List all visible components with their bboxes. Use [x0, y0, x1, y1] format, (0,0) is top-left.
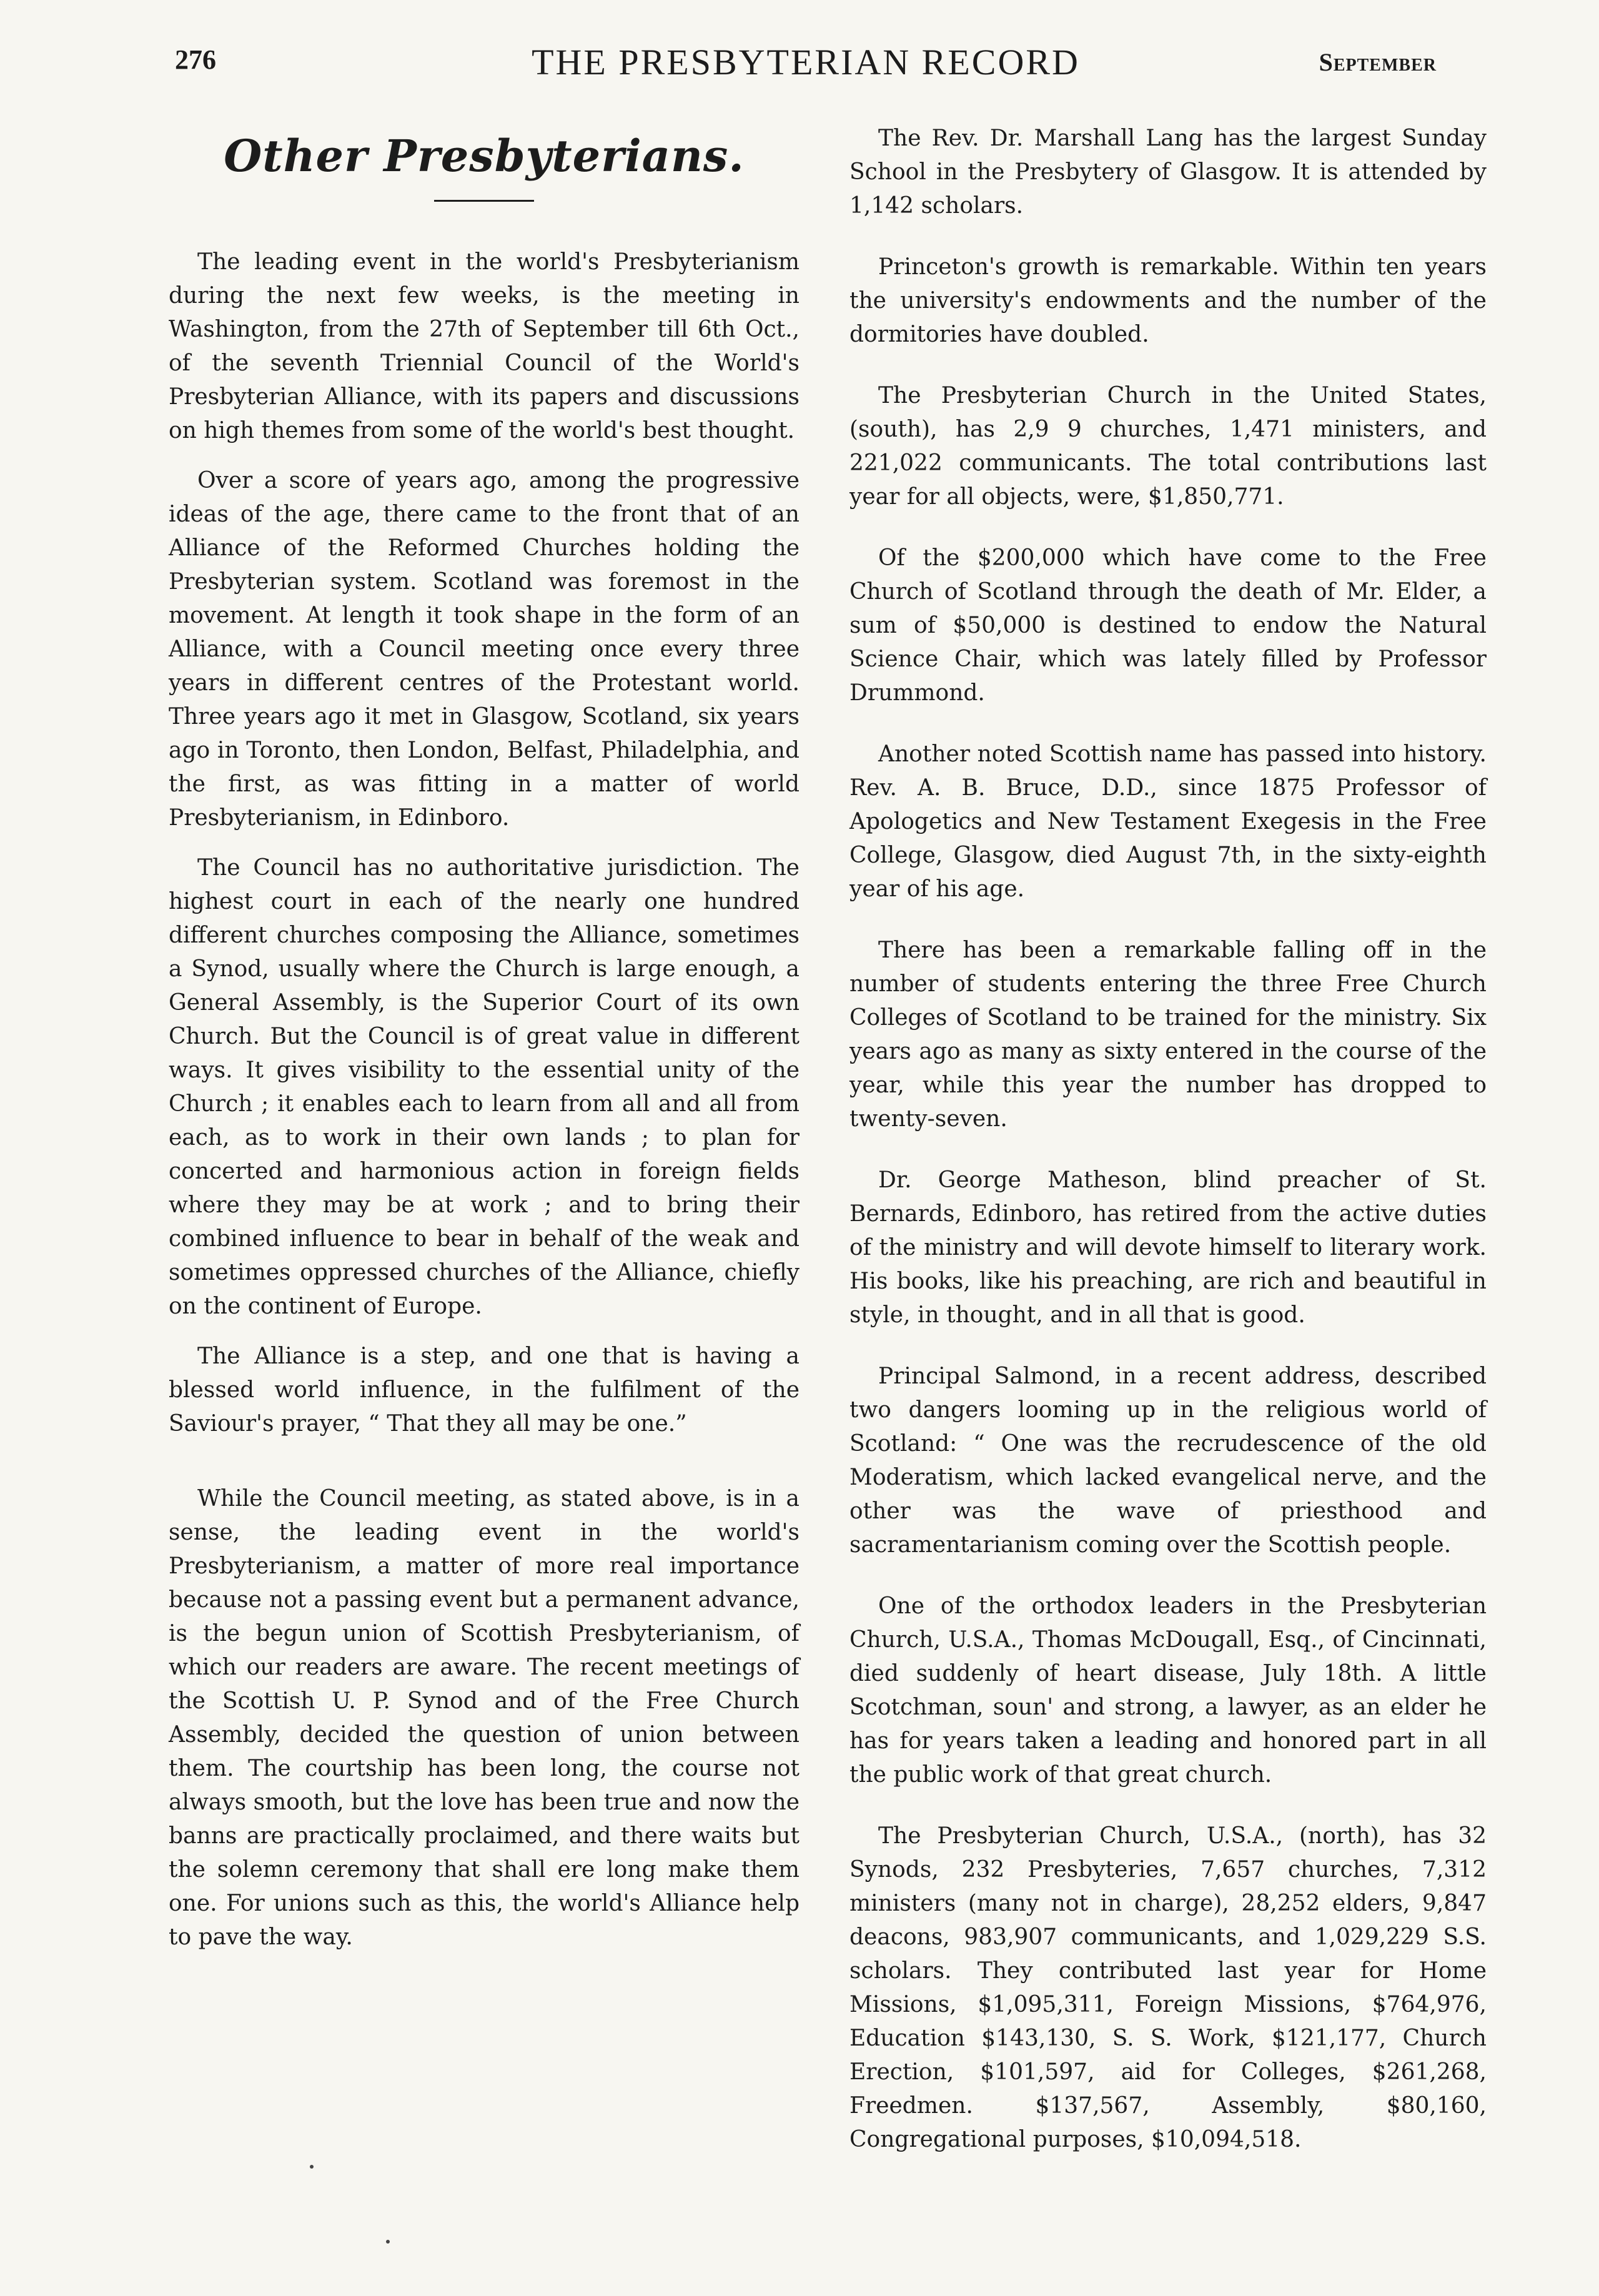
paragraph: The Alliance is a step, and one that is having a blessed world influence, in the fulfilment of the Saviour's prayer, “ That they all may be one.” — [169, 1343, 800, 1437]
page-number: 276 — [175, 44, 216, 75]
news-item: Another noted Scottish name has passed into history. Rev. A. B. Bruce, D.D., since 1875 Professor of Apologetics and New Testament Exegesis in the Free College, Glasgow, died August 7th, in the sixty-eighth year of his age. — [849, 741, 1487, 902]
issue-month: September — [1319, 48, 1437, 76]
news-item: The Presbyterian Church in the United States, (south), has 2,9 9 churches, 1,471 ministers, and 221,022 communicants. The total contributions last year for all objects, were, $1,850,771. — [849, 383, 1487, 510]
right-column — [849, 122, 1487, 2184]
paragraph: The Council has no authoritative jurisdiction. The highest court in each of the nearly one hundred different churches composing the Alliance, sometimes a Synod, usually where the Church is large enough, a General Assembly, is the Superior Court of its own Church. But the Council is of great value in different ways. It gives visibility to the essential unity of the Church ; it enables each to learn from all and all from each, as to work in their own lands ; to plan for concerted and harmonious action in foreign fields where they may be at work ; and to bring their combined influence to bear in behalf of the weak and sometimes oppressed churches of the Alliance, chiefly on the continent of Europe. — [169, 855, 800, 1319]
news-item: Dr. George Matheson, blind preacher of St. Bernards, Edinboro, has retired from the active duties of the ministry and will devote himself to literary work. His books, like his preaching, are rich and beautiful in style, in thought, and in all that is good. — [849, 1167, 1487, 1328]
news-item: Principal Salmond, in a recent address, described two dangers looming up in the religious world of Scotland: “ One was the recrudescence of the old Moderatism, which lacked evangelical nerve, and the other was the wave of priesthood and sacramentarianism coming over the Scottish people. — [849, 1363, 1487, 1558]
article-title: Other Presbyterians. — [224, 130, 745, 182]
paragraph: While the Council meeting, as stated above, is in a sense, the leading event in the world's Presbyterianism, a matter of more real importance because not a passing event but a permanent advance, is the begun union of Scottish Presbyterianism, of which our readers are aware. The recent meetings of the Scottish U. P. Synod and of the Free Church Assembly, decided the question of union between them. The courtship has been long, the course not always smooth, but the love has been true and now the banns are practically proclaimed, and there waits but the solemn ceremony that shall ere long make them one. For unions such as this, the world's Alliance help to pave the way. — [169, 1486, 800, 1950]
news-item: Princeton's growth is remarkable. Within ten years the university's endowments and the number of the dormitories have doubled. — [849, 254, 1487, 347]
page-header — [175, 44, 1437, 94]
news-item: The Presbyterian Church, U.S.A., (north), has 32 Synods, 232 Presbyteries, 7,657 churches, 7,312 ministers (many not in charge), 28,252 elders, 9,847 deacons, 983,907 communicants, and 1,029,229 S.S. scholars. They contributed last year for Home Missions, $1,095,311, Foreign Missions, $764,976, Education $143,130, S. S. Work, $121,177, Church Erection, $101,597, aid for Colleges, $261,268, Freedmen. $137,567, Assembly, $80,160, Congregational purposes, $10,094,518. — [849, 1823, 1487, 2152]
news-item: Of the $200,000 which have come to the Free Church of Scotland through the death of Mr. Elder, a sum of $50,000 is destined to endow the Natural Science Chair, which was lately filled by Professor Drummond. — [849, 545, 1487, 706]
paragraph: The leading event in the world's Presbyterianism during the next few weeks, is the meeting in Washington, from the 27th of September till 6th Oct., of the seventh Triennial Council of the World's Presbyterian Alliance, with its papers and discussions on high themes from some of the world's best thought. — [169, 249, 800, 443]
print-speck — [310, 2165, 314, 2169]
print-speck — [386, 2240, 390, 2244]
news-item: There has been a remarkable falling off in the number of students entering the three Free Church Colleges of Scotland to be trained for the ministry. Six years ago as many as sixty entered in the course of the year, while this year the number has dropped to twenty-seven. — [849, 938, 1487, 1132]
paragraph: Over a score of years ago, among the progressive ideas of the age, there came to the front that of an Alliance of the Reformed Churches holding the Presbyterian system. Scotland was foremost in the movement. At length it took shape in the form of an Alliance, with a Council meeting once every three years in different centres of the Protestant world. Three years ago it met in Glasgow, Scotland, six years ago in Toronto, then London, Belfast, Philadelphia, and the first, as was fitting in a matter of world Presbyterianism, in Edinboro. — [169, 468, 800, 831]
title-rule — [434, 200, 534, 202]
left-column — [169, 119, 800, 1971]
news-item: One of the orthodox leaders in the Presbyterian Church, U.S.A., Thomas McDougall, Esq., of Cincinnati, died suddenly of heart disease, July 18th. A little Scotchman, soun' and strong, a lawyer, as an elder he has for years taken a leading and honored part in all the public work of that great church. — [849, 1593, 1487, 1788]
news-item: The Rev. Dr. Marshall Lang has the largest Sunday School in the Presbytery of Glasgow. It is attended by 1,142 scholars. — [849, 126, 1487, 219]
journal-title: THE PRESBYTERIAN RECORD — [532, 42, 1080, 82]
